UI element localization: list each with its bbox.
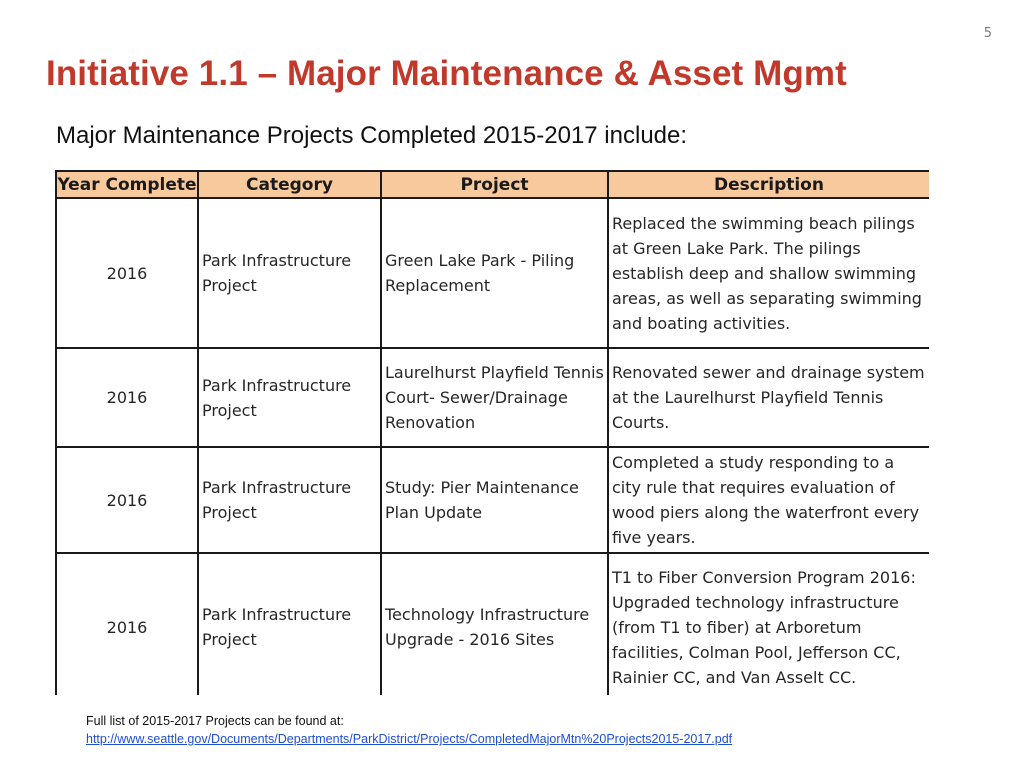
projects-table-container <box>55 170 929 695</box>
header-description: Description <box>608 171 929 198</box>
project-cell: Laurelhurst Playfield Tennis Court- Sewer/Drainage Renovation <box>381 348 608 447</box>
description-cell: Completed a study responding to a city rule that requires evaluation of wood piers along the waterfront every five years. <box>608 447 929 553</box>
footer-note <box>86 712 732 748</box>
header-category: Category <box>198 171 381 198</box>
table-row <box>56 553 929 695</box>
page-title: Initiative 1.1 – Major Maintenance & Asset Mgmt <box>46 54 847 93</box>
projects-table <box>55 170 929 695</box>
table-row <box>56 198 929 348</box>
projects-pdf-link[interactable]: http://www.seattle.gov/Documents/Departments/ParkDistrict/Projects/CompletedMajorMtn%20Projects2015-2017.pdf <box>86 732 733 746</box>
project-cell: Technology Infrastructure Upgrade - 2016 Sites <box>381 553 608 695</box>
year-cell: 2016 <box>56 348 198 447</box>
table-header-row <box>56 171 929 198</box>
description-cell: Replaced the swimming beach pilings at Green Lake Park. The pilings establish deep and shallow swimming areas, as well as separating swimming and boating activities. <box>608 198 929 348</box>
category-cell: Park Infrastructure Project <box>198 447 381 553</box>
page-number: 5 <box>983 26 992 41</box>
year-cell: 2016 <box>56 553 198 695</box>
year-cell: 2016 <box>56 198 198 348</box>
category-cell: Park Infrastructure Project <box>198 553 381 695</box>
page-subtitle: Major Maintenance Projects Completed 2015-2017 include: <box>56 122 688 149</box>
header-project: Project <box>381 171 608 198</box>
year-cell: 2016 <box>56 447 198 553</box>
project-cell: Study: Pier Maintenance Plan Update <box>381 447 608 553</box>
category-cell: Park Infrastructure Project <box>198 198 381 348</box>
header-year-complete: Year Complete <box>56 171 198 198</box>
description-cell: Renovated sewer and drainage system at the Laurelhurst Playfield Tennis Courts. <box>608 348 929 447</box>
table-row <box>56 447 929 553</box>
table-row <box>56 348 929 447</box>
category-cell: Park Infrastructure Project <box>198 348 381 447</box>
description-cell: T1 to Fiber Conversion Program 2016: Upgraded technology infrastructure (from T1 to fiber) at Arboretum facilities, Colman Pool, Jefferson CC, Rainier CC, and Van Asselt CC. <box>608 553 929 695</box>
footer-text: Full list of 2015-2017 Projects can be found at: <box>86 714 344 728</box>
project-cell: Green Lake Park - Piling Replacement <box>381 198 608 348</box>
